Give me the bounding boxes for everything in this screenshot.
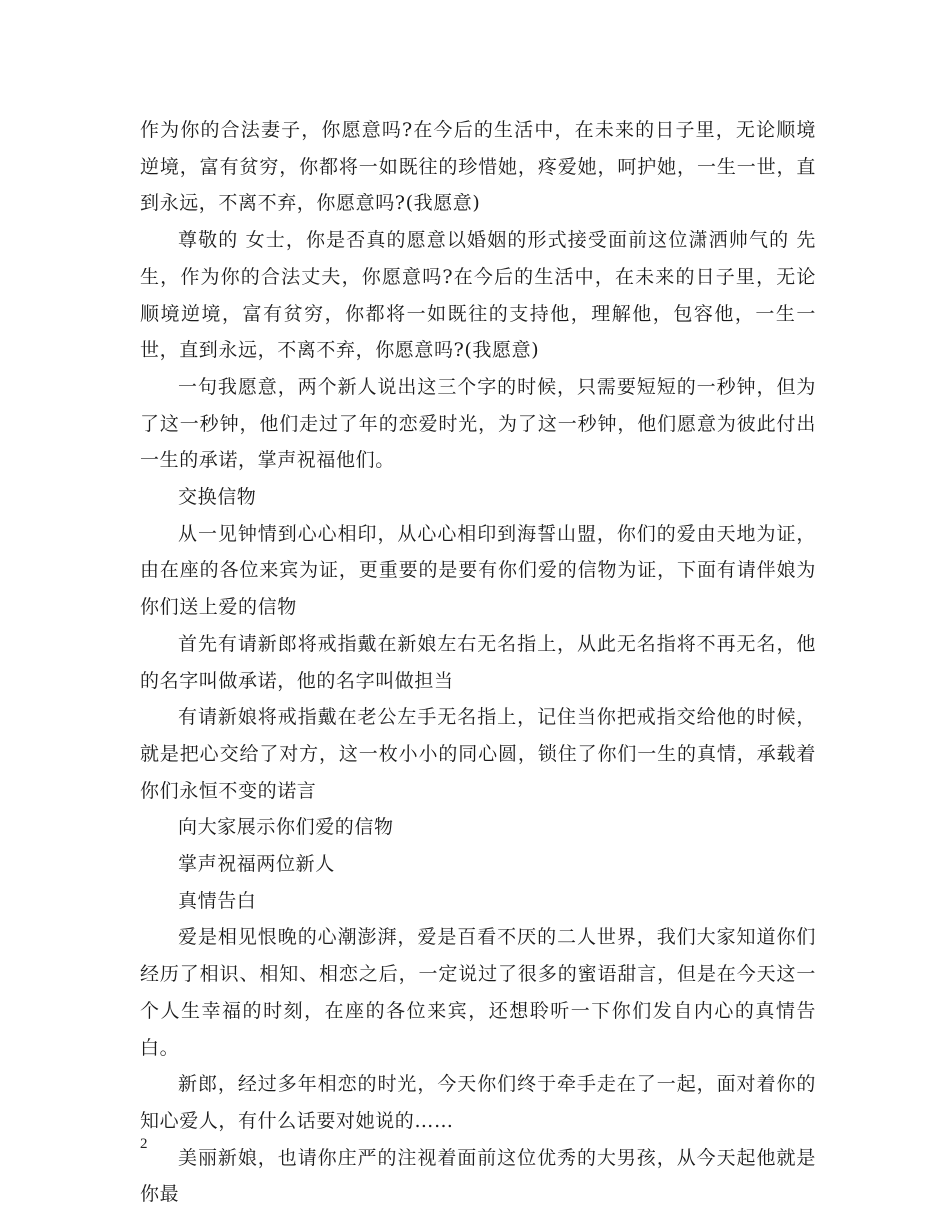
paragraph-2: 尊敬的 女士，你是否真的愿意以婚姻的形式接受面前这位潇洒帅气的 先生，作为你的合法丈夫，你愿意吗?在今后的生活中，在未来的日子里，无论顺境逆境，富有贫穷，你都将一如既往的支持他，理解他，包容他，一生一世，直到永远，不离不弃，你愿意吗?(我愿意) (140, 229, 816, 362)
section-heading-confession: 真情告白 (178, 889, 257, 912)
paragraph-7: 有请新娘将戒指戴在老公左手无名指上，记住当你把戒指交给他的时候，就是把心交给了对方，这一枚小小的同心圆，锁住了你们一生的真情，承载着你们永恒不变的诺言 (140, 706, 816, 802)
paragraph-9: 掌声祝福两位新人 (178, 853, 335, 876)
paragraph-13: 美丽新娘，也请你庄严的注视着面前这位优秀的大男孩，从今天起他就是你最 (140, 1146, 816, 1206)
paragraph-3: 一句我愿意，两个新人说出这三个字的时候，只需要短短的一秒钟，但为了这一秒钟，他们走过了年的恋爱时光，为了这一秒钟，他们愿意为彼此付出一生的承诺，掌声祝福他们。 (140, 375, 816, 472)
document-body (140, 112, 816, 1213)
paragraph-6: 首先有请新郎将戒指戴在新娘左右无名指上，从此无名指将不再无名，他的名字叫做承诺，他的名字叫做担当 (140, 632, 816, 692)
paragraph-1: 作为你的合法妻子，你愿意吗?在今后的生活中，在未来的日子里，无论顺境逆境，富有贫穷，你都将一如既往的珍惜她，疼爱她，呵护她，一生一世，直到永远，不离不弃，你愿意吗?(我愿意) (140, 119, 816, 215)
section-heading-exchange-tokens: 交换信物 (178, 486, 257, 509)
paragraph-11: 爱是相见恨晚的心潮澎湃，爱是百看不厌的二人世界，我们大家知道你们经历了相识、相知、相恋之后，一定说过了很多的蜜语甜言，但是在今天这一个人生幸福的时刻，在座的各位来宾，还想聆听一下你们发自内心的真情告白。 (140, 926, 816, 1059)
page-number: 2 (140, 1136, 148, 1152)
paragraph-12: 新郎，经过多年相恋的时光，今天你们终于牵手走在了一起，面对着你的知心爱人，有什么话要对她说的…… (140, 1073, 816, 1132)
paragraph-5: 从一见钟情到心心相印，从心心相印到海誓山盟，你们的爱由天地为证，由在座的各位来宾为证，更重要的是要有你们爱的信物为证，下面有请伴娘为你们送上爱的信物 (140, 522, 816, 619)
paragraph-8: 向大家展示你们爱的信物 (178, 816, 394, 839)
